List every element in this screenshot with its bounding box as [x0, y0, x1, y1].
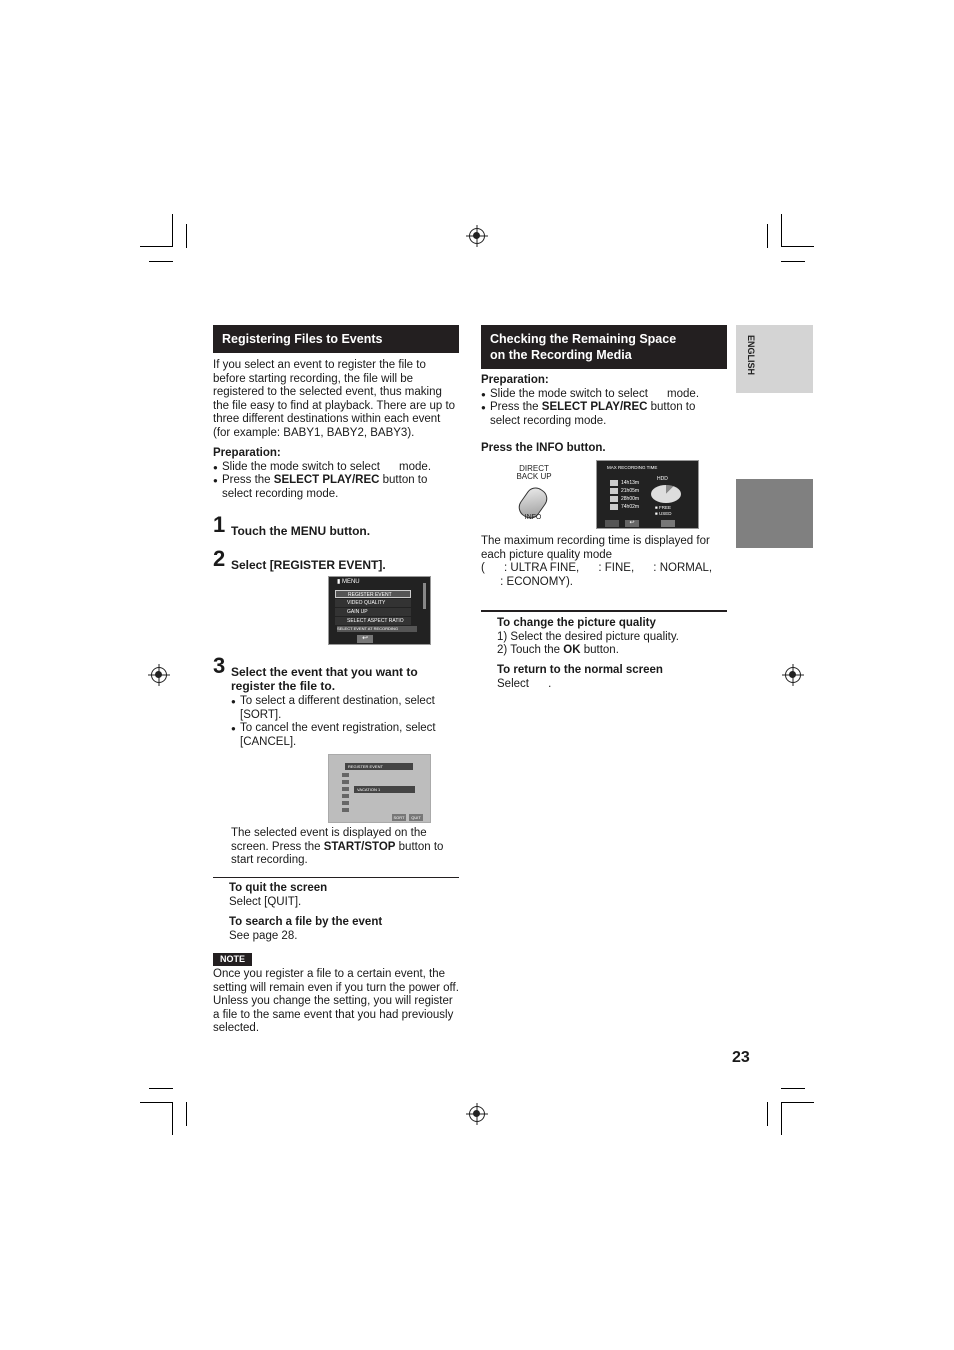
text-part: Press the: [490, 401, 542, 414]
text-part: The selected event is displayed on the screen. Press the: [231, 827, 427, 853]
crop-mark: [140, 1102, 173, 1103]
intro-paragraph: If you select an event to register the file to before starting recording, the file will be registered to the selected event, thus making the file easy to find at playback. There are up to three different destinations within each event (for example: BABY1, BABY2, BABY3).: [213, 359, 456, 439]
step-number: 3: [213, 653, 226, 678]
media-label: HDD: [657, 476, 668, 482]
quality-mode-icons: [610, 480, 618, 512]
preparation-item-text: Slide the mode switch to select mode.: [222, 460, 432, 473]
left-preparation: [213, 447, 459, 501]
text-part: button.: [580, 644, 619, 656]
text-part: button to select recording mode.: [490, 401, 696, 427]
preparation-item: [213, 461, 459, 475]
language-tab: [736, 325, 813, 393]
crop-mark: [781, 261, 805, 262]
max-recording-title: MAX RECORDING TIME: [607, 465, 658, 470]
quit-button: QUIT: [409, 814, 423, 821]
direct-backup-label: DIRECT BACK UP: [516, 464, 552, 481]
step-text: Select [REGISTER EVENT].: [231, 558, 386, 572]
time-fine: 21h05m: [621, 488, 640, 494]
bullet-item: ● To cancel the event registration, select [CANCEL].: [231, 722, 459, 749]
legend-used-text: USED: [658, 511, 672, 516]
text-part: button to select recording mode.: [222, 474, 428, 500]
right-section-header: [481, 325, 727, 369]
section-tab: [736, 479, 813, 548]
disk-usage-pie-icon: [651, 485, 681, 503]
crop-mark: [781, 1102, 814, 1103]
set-button-icon: [605, 520, 619, 527]
info-button-label: INFO: [524, 514, 542, 521]
event-category-icons: [342, 773, 349, 815]
scrollbar-icon: [423, 583, 426, 609]
registration-mark-icon: [469, 228, 485, 244]
registration-mark-icon: [151, 667, 167, 683]
ok-label: OK: [563, 644, 581, 656]
time-normal: 28h00m: [621, 496, 640, 502]
crop-mark: [767, 1102, 768, 1126]
legend-free: ■ FREE: [655, 505, 671, 510]
crop-mark: [149, 1088, 173, 1089]
time-economy: 74h02m: [621, 504, 640, 510]
preparation-title: Preparation:: [481, 374, 549, 386]
description-line: ( : ULTRA FINE, : FINE, : NORMAL,: [481, 562, 713, 575]
ok-button-icon: [661, 520, 675, 527]
preparation-item-text: Slide the mode switch to select mode.: [490, 387, 700, 400]
preparation-item: [481, 401, 727, 428]
sort-button: SORT: [393, 815, 405, 820]
legend-free-text: FREE: [658, 505, 671, 510]
text-part: 2) Touch the: [497, 644, 564, 656]
recording-times: [621, 479, 639, 511]
menu-item-register-event: REGISTER EVENT: [335, 590, 411, 598]
crop-mark: [186, 224, 187, 248]
quit-text: Select [QUIT].: [229, 896, 302, 908]
crop-mark: [172, 214, 173, 247]
header-line: Checking the Remaining Space: [490, 332, 677, 346]
crop-mark: [781, 1088, 805, 1089]
registration-mark-icon: [469, 1106, 485, 1122]
time-ultra-fine: 14h13m: [621, 480, 640, 486]
change-step-2: [497, 644, 619, 658]
header-line: on the Recording Media: [490, 348, 632, 362]
registration-mark-icon: [785, 667, 801, 683]
crop-mark: [781, 1102, 782, 1135]
menu-footer: SELECT EVENT AT RECORDING: [337, 626, 417, 632]
press-info-instruction: Press the INFO button.: [481, 442, 606, 454]
note-badge: NOTE: [213, 953, 252, 966]
select-play-rec-label: SELECT PLAY/REC: [541, 401, 648, 414]
return-text: Select .: [497, 678, 552, 690]
selected-event: VACATION 1: [354, 786, 415, 793]
back-icon: ↩: [357, 635, 373, 643]
crop-mark: [767, 224, 768, 248]
crop-mark: [186, 1102, 187, 1126]
crop-mark: [140, 246, 173, 247]
start-stop-label: START/STOP: [323, 840, 396, 853]
step-number: 1: [213, 512, 226, 537]
left-section-header: Registering Files to Events: [213, 325, 459, 353]
select-play-rec-label: SELECT PLAY/REC: [273, 474, 380, 487]
page-number: 23: [732, 1049, 750, 1066]
preparation-item: [481, 388, 727, 402]
menu-screen: [328, 576, 431, 645]
change-step-1: 1) Select the desired picture quality.: [497, 631, 679, 643]
step-text: Touch the MENU button.: [231, 524, 371, 538]
crop-mark: [781, 246, 814, 247]
description-line: : ECONOMY).: [481, 575, 574, 588]
preparation-title: Preparation:: [213, 447, 281, 459]
crop-mark: [172, 1102, 173, 1135]
step3-bullets: [231, 695, 459, 749]
right-preparation: [481, 374, 727, 428]
after-selection-text: [231, 827, 459, 868]
register-event-title: REGISTER EVENT: [345, 763, 413, 770]
step-number: 2: [213, 546, 226, 571]
crop-mark: [149, 261, 173, 262]
preparation-item: [213, 474, 459, 501]
search-title: To search a file by the event: [229, 916, 383, 928]
menu-screen-title: ▮ MENU: [337, 579, 360, 585]
usage-legend: [655, 505, 671, 517]
max-time-description: [481, 535, 727, 589]
crop-mark: [781, 214, 782, 247]
menu-item-aspect-ratio: SELECT ASPECT RATIO: [335, 617, 411, 625]
divider: [481, 610, 727, 612]
divider: [213, 877, 459, 878]
menu-item-gain-up: GAIN UP: [335, 608, 411, 616]
step-text: Select the event that you want to register the file to.: [231, 665, 418, 693]
search-text: See page 28.: [229, 930, 298, 942]
max-recording-screen: [596, 460, 699, 529]
return-title: To return to the normal screen: [497, 664, 663, 676]
legend-used: ■ USED: [655, 511, 672, 516]
change-quality-title: To change the picture quality: [497, 617, 656, 629]
note-text: Once you register a file to a certain event, the setting will remain even if you turn the power off. Unless you change the setting, you will register a file to the same event that you had previously selected.: [213, 968, 459, 1035]
text-part: button to start recording.: [231, 840, 444, 867]
menu-item-video-quality: VIDEO QUALITY: [335, 599, 411, 607]
language-label: ENGLISH: [746, 335, 756, 376]
text-part: Press the: [222, 474, 274, 487]
menu-title-text: MENU: [341, 579, 360, 585]
back-icon: ↩: [625, 520, 639, 527]
quit-title: To quit the screen: [229, 882, 328, 894]
register-event-screen: [328, 754, 431, 823]
description-line: The maximum recording time is displayed for each picture quality mode: [481, 535, 710, 561]
bullet-item: ● To select a different destination, select [SORT].: [231, 695, 459, 722]
